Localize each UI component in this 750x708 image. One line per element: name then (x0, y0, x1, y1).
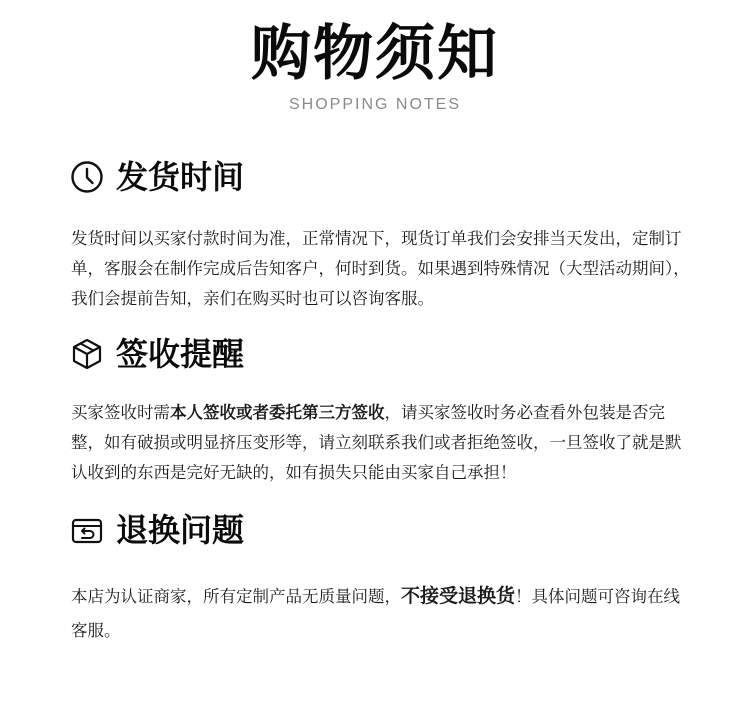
section-paragraph (71, 398, 693, 488)
section-heading-shipping-time (70, 155, 244, 199)
section-title: 签收提醒 (116, 335, 245, 373)
page-title: 购物须知 (251, 19, 499, 89)
section-heading-return-exchange (70, 508, 244, 552)
emphasis-text: 本人签收或者委托第三方签收 (170, 403, 385, 422)
return-exchange-icon (70, 513, 104, 547)
page-subtitle: SHOPPING NOTES (288, 96, 462, 113)
paragraph-text: 本店为认证商家，所有定制产品无质量问题， (71, 587, 401, 606)
section-title: 退换问题 (116, 511, 245, 549)
section-body-shipping-time (71, 224, 693, 314)
paragraph-text: ，请买家签收时务必查看外包装是否完整，如有破损或明显挤压变形等，请立刻联系我们或者拒绝签收，一旦签收了就是默认收到的东西是完好无缺的，如有损失只能由买家自己承担！ (71, 403, 682, 482)
paragraph-text: 买家签收时需 (71, 403, 170, 422)
section-body-receipt-reminder (71, 398, 693, 488)
package-box-icon (70, 337, 104, 371)
section-body-return-exchange (71, 579, 693, 648)
section-heading-receipt-reminder (70, 332, 244, 376)
emphasis-text: 不接受退换货 (401, 585, 516, 607)
section-paragraph: 发货时间以买家付款时间为准，正常情况下，现货订单我们会安排当天发出，定制订单，客服会在制作完成后告知客户，何时到货。如果遇到特殊情况（大型活动期间），我们会提前告知，亲们在购买时也可以咨询客服。 (71, 229, 690, 308)
section-paragraph (71, 579, 693, 648)
clock-icon (70, 160, 104, 194)
paragraph-text: ！具体问题可咨询在线客服。 (71, 587, 681, 640)
section-title: 发货时间 (116, 158, 245, 196)
